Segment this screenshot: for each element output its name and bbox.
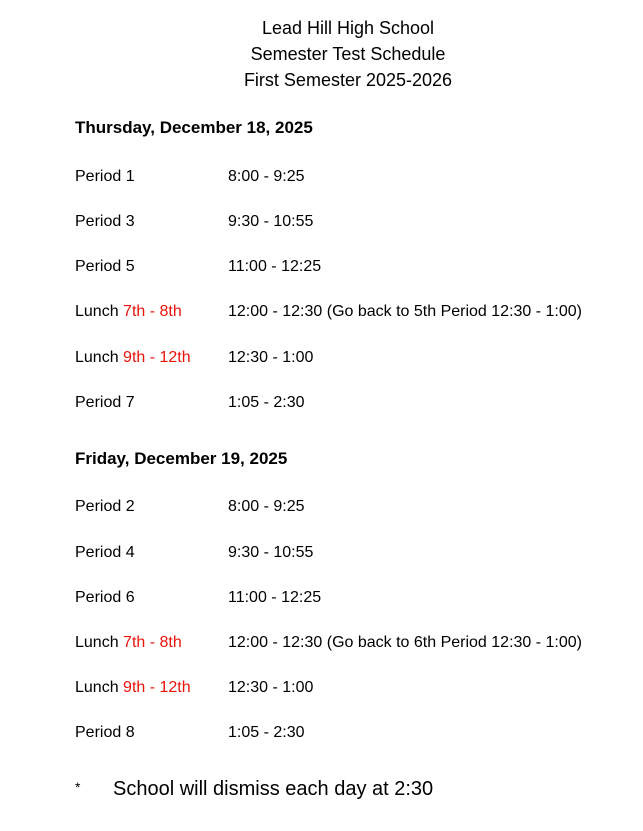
lunch-time: 12:30 - 1:00 [228, 679, 314, 696]
schedule-title: Semester Test Schedule [250, 44, 446, 64]
period-label: Period 1 [75, 168, 135, 185]
period-label: Period 4 [75, 544, 135, 561]
lunch-label [75, 632, 182, 654]
note-text: School will dismiss each day at 2:30 [113, 778, 434, 800]
period-time: 9:30 - 10:55 [228, 544, 314, 561]
period-label: Period 8 [75, 724, 135, 741]
lunch-grades: 9th - 12th [123, 349, 191, 366]
lunch-label [75, 301, 182, 323]
lunch-time: 12:30 - 1:00 [228, 349, 314, 366]
lunch-label [75, 347, 191, 369]
lunch-word: Lunch [75, 634, 124, 651]
period-time: 1:05 - 2:30 [228, 394, 305, 411]
lunch-word: Lunch [75, 679, 124, 696]
period-time: 1:05 - 2:30 [228, 724, 305, 741]
lunch-word: Lunch [75, 303, 124, 320]
day-heading-friday: Friday, December 19, 2025 [75, 449, 288, 468]
period-time: 11:00 - 12:25 [228, 589, 322, 606]
period-time: 8:00 - 9:25 [228, 498, 305, 515]
period-label: Period 5 [75, 258, 135, 275]
lunch-time: 12:00 - 12:30 (Go back to 6th Period 12:30 - 1:00) [228, 634, 582, 651]
semester-term: First Semester 2025-2026 [243, 70, 453, 90]
lunch-word: Lunch [75, 349, 124, 366]
period-label: Period 6 [75, 589, 135, 606]
period-time: 8:00 - 9:25 [228, 168, 305, 185]
note-bullet: * [75, 779, 81, 795]
lunch-grades: 7th - 8th [123, 303, 182, 320]
lunch-grades: 7th - 8th [123, 634, 182, 651]
day-heading-thursday: Thursday, December 18, 2025 [75, 118, 313, 137]
period-label: Period 3 [75, 213, 135, 230]
document-header [0, 15, 643, 93]
school-name: Lead Hill High School [261, 18, 435, 38]
period-time: 9:30 - 10:55 [228, 213, 314, 230]
period-label: Period 2 [75, 498, 135, 515]
lunch-grades: 9th - 12th [123, 679, 191, 696]
period-label: Period 7 [75, 394, 135, 411]
period-time: 11:00 - 12:25 [228, 258, 322, 275]
lunch-label [75, 677, 191, 699]
lunch-time: 12:00 - 12:30 (Go back to 5th Period 12:30 - 1:00) [228, 303, 582, 320]
